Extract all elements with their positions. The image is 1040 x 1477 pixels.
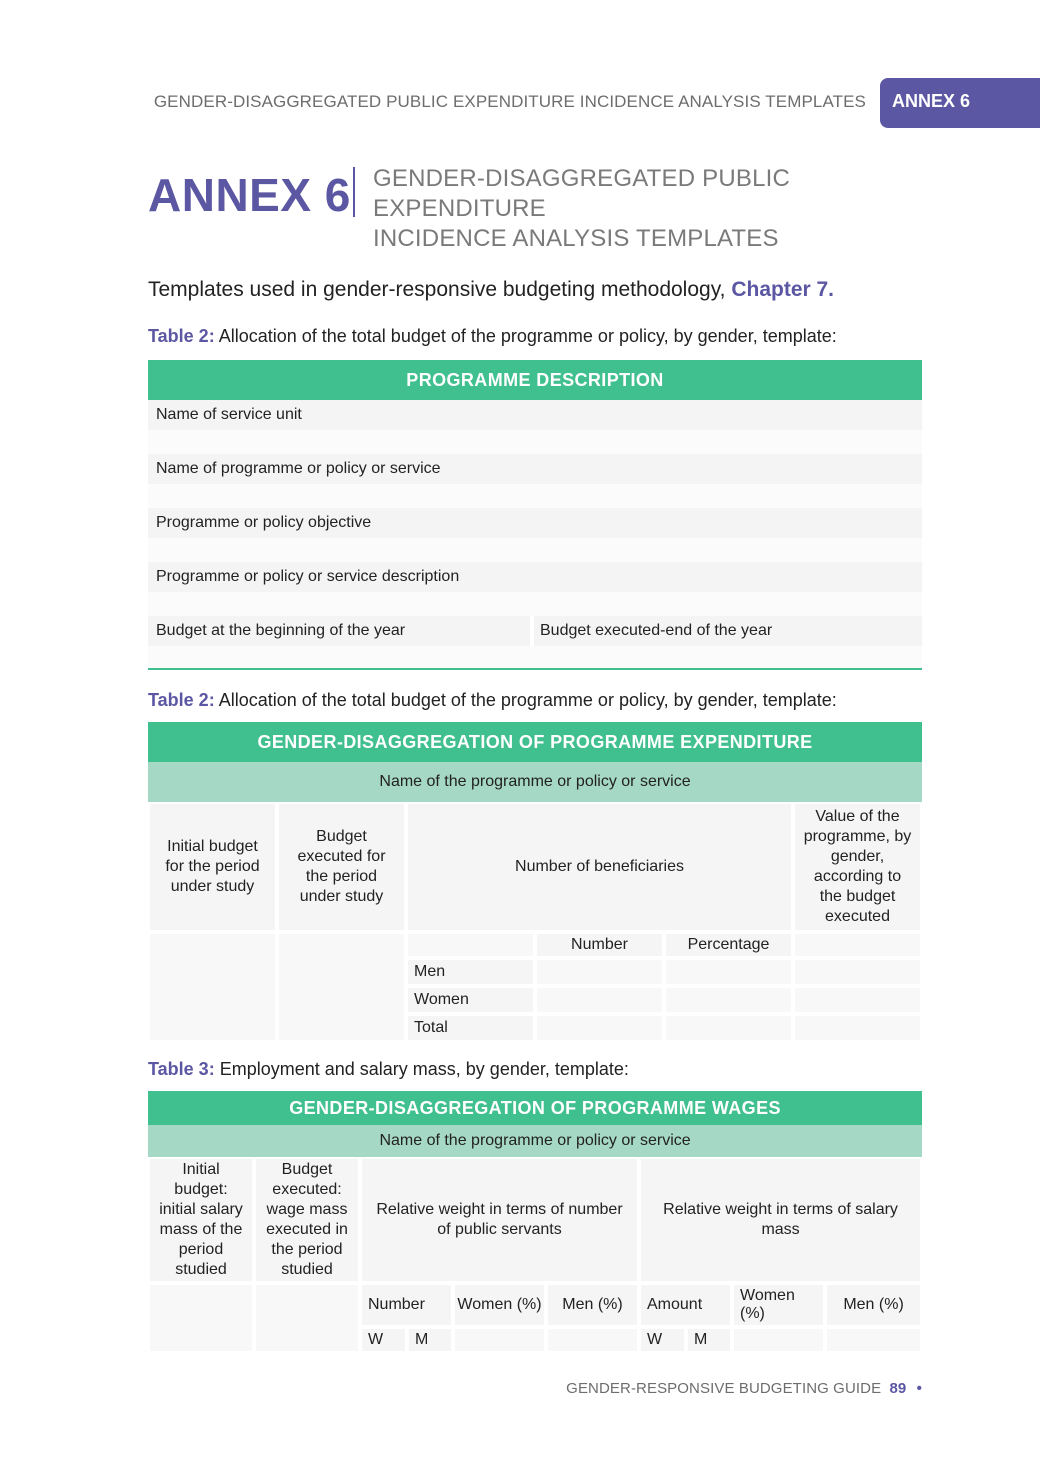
intro-paragraph (148, 278, 834, 302)
row-service-unit: Name of service unit (148, 400, 922, 430)
table1-caption (148, 326, 837, 347)
annex-subtitle (373, 164, 938, 254)
page-footer (566, 1380, 922, 1397)
col-initial-salary: Initial budget: initial salary mass of the period studied (148, 1157, 254, 1283)
initial-budget-cell (148, 932, 277, 1042)
servants-women-value (453, 1327, 546, 1353)
table2-caption (148, 690, 837, 711)
row-programme-objective: Programme or policy objective (148, 508, 922, 538)
expenditure-header: GENDER-DISAGGREGATION OF PROGRAMME EXPENDITURE (148, 722, 922, 762)
servants-men-value (546, 1327, 639, 1353)
table1-caption-text: Allocation of the total budget of the programme or policy, by gender, template: (218, 326, 837, 346)
women-value (793, 986, 922, 1014)
col-wage-executed: Budget executed: wage mass executed in the period studied (254, 1157, 360, 1283)
table1-caption-label: Table 2: (148, 326, 215, 346)
col-beneficiaries: Number of beneficiaries (406, 802, 793, 932)
annex-subtitle-line1: GENDER-DISAGGREGATED PUBLIC EXPENDITURE (373, 165, 791, 222)
chapter-reference: Chapter 7. (731, 278, 835, 301)
programme-description-field (148, 592, 922, 616)
programme-description-header: PROGRAMME DESCRIPTION (148, 360, 922, 400)
budget-executed-label: Budget executed-end of the year (534, 616, 922, 646)
total-percentage (664, 1014, 793, 1042)
sub-number: Number (360, 1283, 453, 1327)
total-number (535, 1014, 664, 1042)
row-total: Total (406, 1014, 535, 1042)
women-percentage (664, 986, 793, 1014)
salary-men-value (825, 1327, 922, 1353)
expenditure-subheader: Name of the programme or policy or service (148, 762, 922, 802)
table3-caption-text: Employment and salary mass, by gender, template: (219, 1059, 629, 1079)
footer-title: GENDER-RESPONSIVE BUDGETING GUIDE (566, 1380, 882, 1397)
budget-executed-cell (277, 932, 406, 1042)
running-head-text: GENDER-DISAGGREGATED PUBLIC EXPENDITURE INCIDENCE ANALYSIS TEMPLATES (153, 92, 866, 111)
table3-caption-label: Table 3: (148, 1059, 215, 1079)
sub-amount: Amount (639, 1283, 732, 1327)
salary-m: M (686, 1327, 732, 1353)
wages-header: GENDER-DISAGGREGATION OF PROGRAMME WAGES (148, 1091, 922, 1125)
servants-m: M (407, 1327, 453, 1353)
annex-tab: ANNEX 6 (880, 78, 1040, 128)
blank-cell (406, 932, 535, 958)
salary-women-value (732, 1327, 825, 1353)
sub-number: Number (535, 932, 664, 958)
wage-executed-cell (254, 1283, 360, 1353)
budget-beginning-label: Budget at the beginning of the year (148, 616, 534, 646)
intro-text: Templates used in gender-responsive budgeting methodology, (148, 278, 726, 301)
budget-field (148, 646, 922, 670)
wages-table (148, 1091, 922, 1353)
men-percentage (664, 958, 793, 986)
total-value (793, 1014, 922, 1042)
row-programme-description: Programme or policy or service description (148, 562, 922, 592)
servants-w: W (360, 1327, 407, 1353)
col-weight-salary: Relative weight in terms of salary mass (639, 1157, 922, 1283)
annex-subtitle-line2: INCIDENCE ANALYSIS TEMPLATES (373, 225, 779, 252)
col-budget-executed: Budget executed for the period under study (277, 802, 406, 932)
expenditure-table (148, 722, 922, 1042)
sub-percentage: Percentage (664, 932, 793, 958)
title-divider (353, 167, 355, 217)
programme-objective-field (148, 538, 922, 562)
col-weight-servants: Relative weight in terms of number of public servants (360, 1157, 639, 1283)
running-head (0, 78, 1040, 128)
row-programme-name: Name of programme or policy or service (148, 454, 922, 484)
sub-women-salary: Women (%) (732, 1283, 825, 1327)
men-value (793, 958, 922, 986)
service-unit-field (148, 430, 922, 454)
women-number (535, 986, 664, 1014)
table2-caption-text: Allocation of the total budget of the programme or policy, by gender, template: (218, 690, 837, 710)
sub-women-servants: Women (%) (453, 1283, 546, 1327)
table3-caption (148, 1059, 629, 1080)
annex-number: ANNEX 6 (148, 169, 351, 221)
wages-subheader: Name of the programme or policy or service (148, 1125, 922, 1157)
row-women: Women (406, 986, 535, 1014)
row-men: Men (406, 958, 535, 986)
men-number (535, 958, 664, 986)
page-title (148, 164, 938, 252)
salary-w: W (639, 1327, 686, 1353)
programme-name-field (148, 484, 922, 508)
col-initial-budget: Initial budget for the period under study (148, 802, 277, 932)
page-number: 89 (889, 1380, 907, 1397)
sub-men-salary: Men (%) (825, 1283, 922, 1327)
programme-description-table (148, 360, 922, 670)
footer-bullet: • (916, 1380, 922, 1397)
initial-salary-cell (148, 1283, 254, 1353)
table2-caption-label: Table 2: (148, 690, 215, 710)
col-value-by-gender: Value of the programme, by gender, according to the budget executed (793, 802, 922, 932)
value-cell (793, 932, 922, 958)
sub-men-servants: Men (%) (546, 1283, 639, 1327)
